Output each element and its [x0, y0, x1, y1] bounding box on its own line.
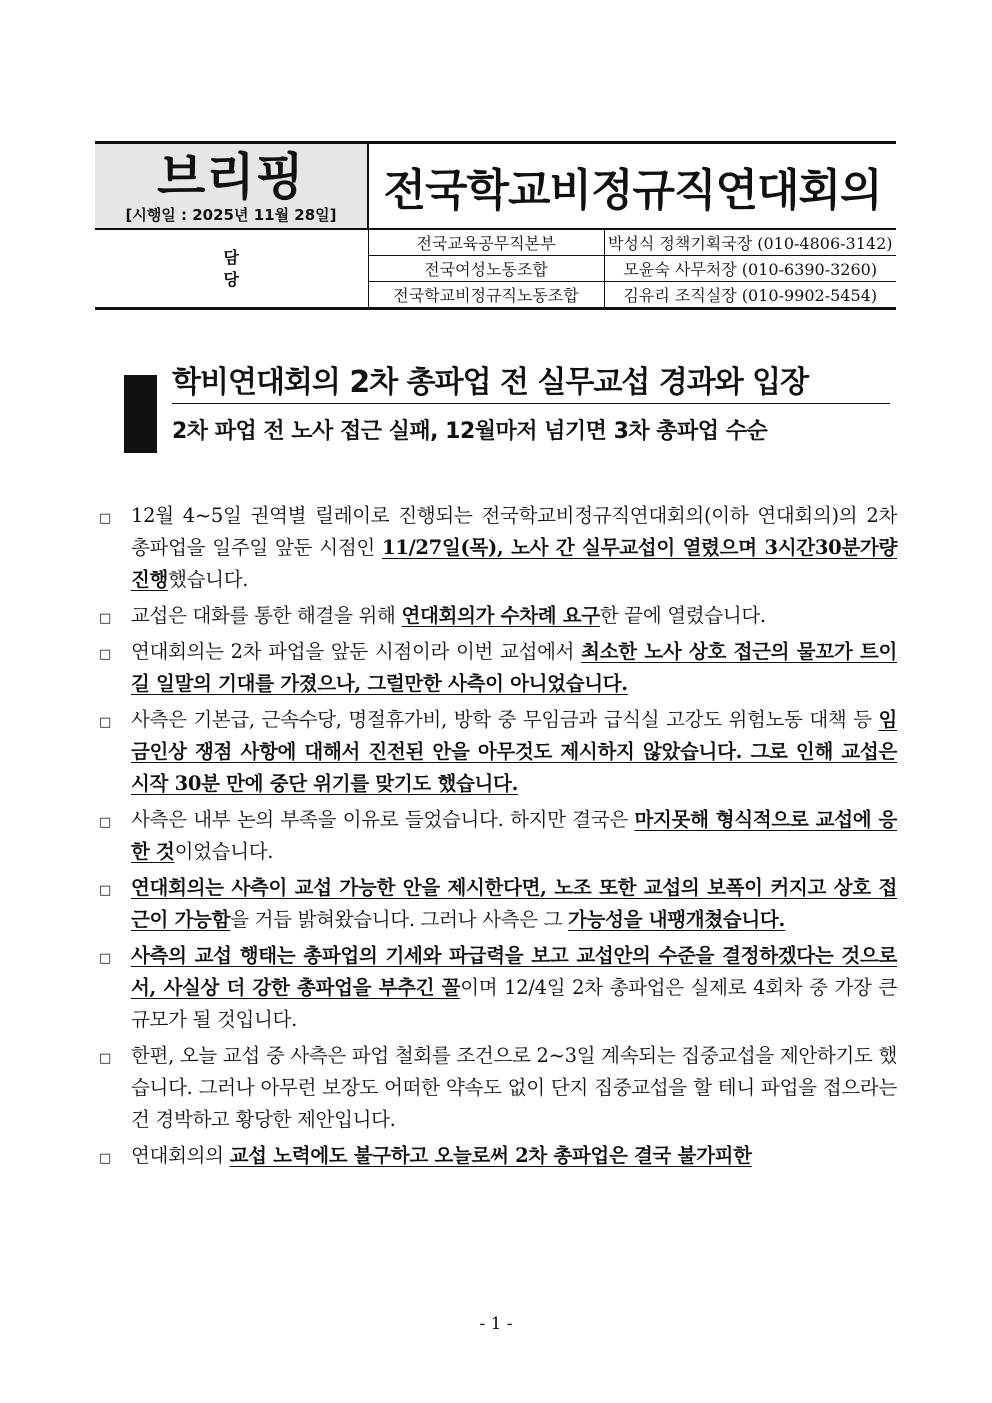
bullet-marker: □	[99, 1051, 112, 1066]
bullet-marker: □	[99, 715, 112, 730]
body-text: 이었습니다.	[174, 840, 274, 863]
headline-title: 학비연대회의 2차 총파업 전 실무교섭 경과와 입장	[172, 363, 890, 404]
bullet-text	[131, 940, 897, 1036]
bullet-item	[95, 872, 897, 936]
emphasized-text: 가능성을 내팽개쳤습니다.	[568, 908, 785, 931]
body-text: 사측은 내부 논의 부족을 이유로 들었습니다. 하지만 결국은	[131, 808, 635, 831]
body-text: 했습니다.	[168, 568, 249, 591]
body-text: 12월 4~5일 권역별 릴레이로 진행되는 전국학교비정규직연대회의(이하 연대회의)의 2차 총파업을 일주일 앞둔 시점인	[131, 504, 897, 559]
bullet-text	[131, 500, 897, 596]
bullet-text	[131, 1140, 897, 1172]
emphasized-text: 사측의 교섭 행태는 총파업의 기세와 파급력을 보고 교섭안의 수준을 결정하겠다는 것으로서, 사실상 더 강한 총파업을 부추긴 꼴	[131, 944, 897, 999]
bullet-marker: □	[99, 511, 112, 526]
emphasized-text: 교섭 노력에도 불구하고 오늘로써 2차 총파업은 결국 불가피한	[229, 1144, 752, 1167]
bullet-text	[131, 872, 897, 936]
headline-block	[124, 363, 894, 453]
briefing-title: 브리핑	[157, 148, 305, 206]
emphasized-text: 최소한 노사 상호 접근의 물꼬가 트이길 일말의 기대를 가졌으나, 그럴만한 사측이 아니었습니다.	[131, 640, 897, 695]
body-text: 을 거듭 밝혀왔습니다. 그러나 사측은 그	[230, 908, 569, 931]
bullet-marker: □	[99, 1151, 112, 1166]
bullet-item	[95, 804, 897, 868]
contact-label: 담 당	[95, 229, 368, 309]
body-text: 교섭은 대화를 통한 해결을 위해	[131, 604, 402, 627]
bullet-item	[95, 1040, 897, 1136]
body-text: 한 끝에 열렸습니다.	[599, 604, 766, 627]
contact-person: 모윤숙 사무처장 (010-6390-3260)	[604, 256, 896, 282]
body-text: 연대회의는 2차 파업을 앞둔 시점이라 이번 교섭에서	[131, 640, 582, 663]
bullet-item	[95, 600, 897, 632]
bullet-text	[131, 600, 897, 632]
contact-person: 박성식 정책기획국장 (010-4806-3142)	[604, 229, 896, 256]
contact-person: 김유리 조직실장 (010-9902-5454)	[604, 282, 896, 309]
bullet-marker: □	[99, 815, 112, 830]
body-text: 한편, 오늘 교섭 중 사측은 파업 철회를 조건으로 2~3일 계속되는 집중교섭을 제안하기도 했습니다. 그러나 아무런 보장도 어떠한 약속도 없이 단지 집중교섭을 할 테니 파업을 접으라는 건 경박하고 황당한 제안입니다.	[131, 1044, 897, 1131]
bullet-marker: □	[99, 951, 112, 966]
headline-bar	[124, 375, 157, 453]
bullet-marker: □	[99, 611, 112, 626]
emphasized-text: 11/27일(목), 노사 간 실무교섭이 열렸으며 3시간30분가량 진행	[131, 536, 897, 591]
emphasized-text: 마지못해 형식적으로 교섭에 응한 것	[131, 808, 897, 863]
body-text: 이며 12/4일 2차 총파업은 실제로 4회차 중 가장 큰 규모가 될 것입니다.	[131, 976, 897, 1031]
briefing-label-cell	[95, 143, 368, 230]
contact-union: 전국학교비정규직노동조합	[368, 282, 604, 309]
bullet-marker: □	[99, 883, 112, 898]
body-text: 연대회의의	[131, 1144, 230, 1167]
bullet-text	[131, 704, 897, 800]
emphasized-text: 임금인상 쟁점 사항에 대해서 진전된 안을 아무것도 제시하지 않았습니다. 그로 인해 교섭은 시작 30분 만에 중단 위기를 맞기도 했습니다.	[131, 708, 897, 795]
organization-name: 전국학교비정규직연대회의	[368, 143, 896, 230]
bullet-text	[131, 1040, 897, 1136]
briefing-header-table	[95, 141, 896, 310]
bullet-text	[131, 804, 897, 868]
emphasized-text: 연대회의는 사측이 교섭 가능한 안을 제시한다면, 노조 또한 교섭의 보폭이 커지고 상호 접근이 가능함	[131, 876, 897, 931]
bullet-marker: □	[99, 647, 112, 662]
bullet-item	[95, 1140, 897, 1172]
bullet-text	[131, 636, 897, 700]
page-number: - 1 -	[479, 1314, 513, 1334]
contact-union: 전국여성노동조합	[368, 256, 604, 282]
headline-subtitle: 2차 파업 전 노사 접근 실패, 12월마저 넘기면 3차 총파업 수순	[172, 419, 768, 444]
emphasized-text: 연대회의가 수차례 요구	[401, 604, 600, 627]
body-text: 사측은 기본급, 근속수당, 명절휴가비, 방학 중 무임금과 급식실 고강도 위험노동 대책 등	[131, 708, 879, 731]
briefing-date: [시행일 : 2025년 11월 28일]	[125, 206, 337, 224]
bullet-list	[95, 500, 897, 1176]
bullet-item	[95, 704, 897, 800]
bullet-item	[95, 500, 897, 596]
bullet-item	[95, 636, 897, 700]
bullet-item	[95, 940, 897, 1036]
contact-union: 전국교육공무직본부	[368, 229, 604, 256]
